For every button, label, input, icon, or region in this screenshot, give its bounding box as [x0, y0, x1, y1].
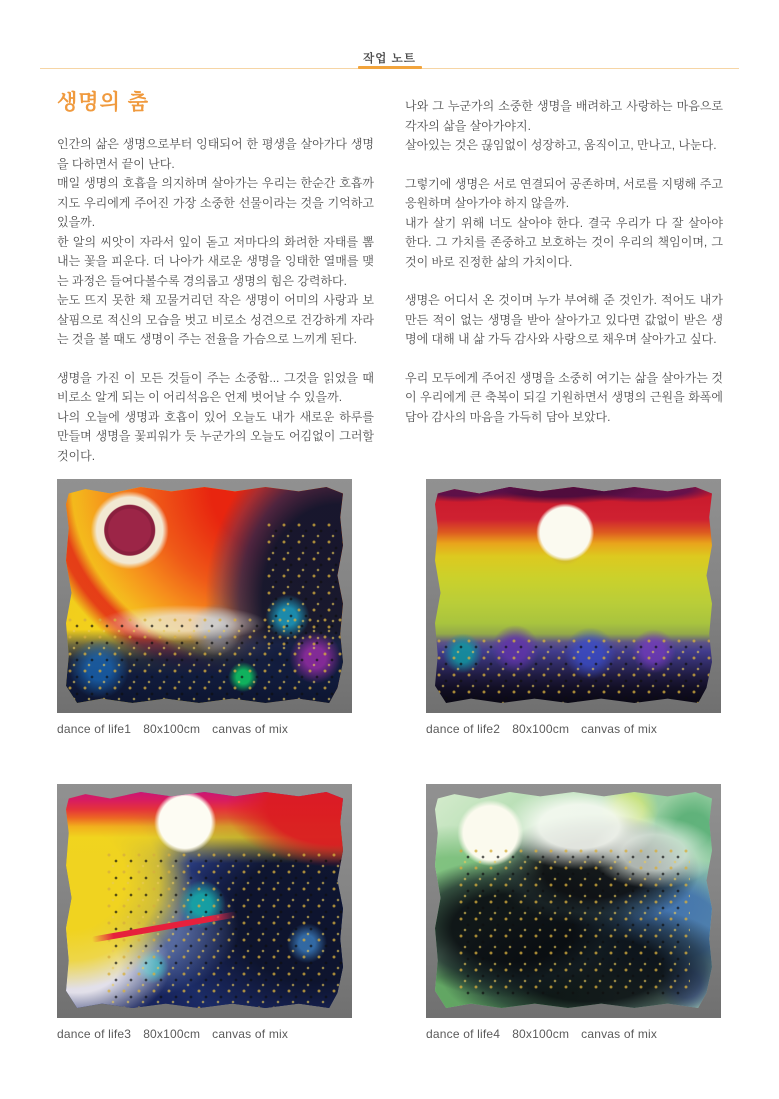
gold-speckle-texture — [457, 848, 690, 995]
artwork-caption — [57, 713, 352, 736]
paragraph: 나의 오늘에 생명과 호흡이 있어 오늘도 내가 새로운 하루를 만들며 생명을 꽃피워가 듯 누군가의 오늘도 어김없이 그러할 것이다. — [57, 409, 374, 463]
painting-canvas — [435, 487, 712, 703]
painting-dance-of-life-4 — [426, 784, 721, 1018]
artwork-size: 80x100cm — [143, 722, 201, 736]
painting-dance-of-life-3 — [57, 784, 352, 1018]
gold-speckle-texture — [265, 522, 343, 647]
essay-left-column — [57, 135, 374, 466]
paragraph: 그렇기에 생명은 서로 연결되어 공존하며, 서로를 지탱해 주고 응원하며 살아가야 하지 않을까. — [405, 176, 723, 210]
artwork-medium: canvas of mix — [581, 722, 658, 736]
artwork-title: dance of life1 — [57, 722, 132, 736]
header-rule-accent — [358, 66, 422, 69]
paragraph: 인간의 삶은 생명으로부터 잉태되어 한 평생을 살아가다 생명을 다하면서 끝이 난다. — [57, 137, 374, 171]
section-tab-label: 작업 노트 — [363, 53, 416, 65]
artwork-medium: canvas of mix — [212, 722, 289, 736]
paragraph: 눈도 뜨지 못한 채 꼬물거리던 작은 생명이 어미의 사랑과 보살핌으로 적신의 모습을 벗고 비로소 성견으로 건강하게 자라는 것을 볼 때도 생명이 주는 전율을 가슴으로 느끼게 된다. — [57, 293, 374, 346]
artwork-size: 80x100cm — [143, 1027, 201, 1041]
artwork-caption — [426, 713, 721, 736]
artwork-title: dance of life4 — [426, 1027, 501, 1041]
page-title: 생명의 춤 — [57, 91, 149, 114]
artwork-medium: canvas of mix — [212, 1027, 289, 1041]
paragraph: 살아있는 것은 끊임없이 성장하고, 움직이고, 만나고, 나눈다. — [405, 138, 717, 152]
painting-canvas — [435, 792, 712, 1008]
paragraph: 생명을 가진 이 모든 것들이 주는 소중함... 그것을 읽었을 때 비로소 알게 되는 이 어리석음은 언제 벗어날 수 있을까. — [57, 370, 374, 404]
gold-speckle-texture — [66, 617, 343, 703]
artwork-caption — [426, 1018, 721, 1041]
artwork-title: dance of life3 — [57, 1027, 132, 1041]
artwork-medium: canvas of mix — [581, 1027, 658, 1041]
artwork-title: dance of life2 — [426, 722, 501, 736]
paragraph: 생명은 어디서 온 것이며 누가 부여해 준 것인가. 적어도 내가 만든 적이 없는 생명을 받아 살아가고 있다면 값없이 받은 생명에 대해 내 삶 가득 감사와 사랑으로 채우며 살아가고 싶다. — [405, 293, 723, 346]
painting-dance-of-life-1 — [57, 479, 352, 713]
artwork-size: 80x100cm — [512, 722, 570, 736]
paragraph: 매일 생명의 호흡을 의지하며 살아가는 우리는 한순간 호흡까지도 우리에게 주어진 가장 소중한 선물이라는 것을 기억하고 있을까. — [57, 176, 374, 229]
painting-canvas — [66, 792, 343, 1008]
artwork-caption — [57, 1018, 352, 1041]
artwork-4 — [426, 784, 721, 1041]
artwork-size: 80x100cm — [512, 1027, 570, 1041]
artwork-3 — [57, 784, 352, 1041]
painting-dance-of-life-2 — [426, 479, 721, 713]
artwork-2 — [426, 479, 721, 736]
painting-canvas — [66, 487, 343, 703]
artwork-1 — [57, 479, 352, 736]
gold-speckle-texture — [435, 638, 712, 703]
paragraph: 한 알의 씨앗이 자라서 잎이 돋고 저마다의 화려한 자태를 뽐내는 꽃을 피운다. 더 나아가 새로운 생명을 잉태한 열매를 맺는 과정은 들여다볼수록 경의롭고 생명의 힘은 강력하다. — [57, 234, 374, 288]
paragraph: 우리 모두에게 주어진 생명을 소중히 여기는 삶을 살아가는 것이 우리에게 큰 축복이 되길 기원하면서 생명의 근원을 화폭에 담아 감사의 마음을 가득히 담아 보았다. — [405, 370, 723, 424]
essay-right-column — [405, 97, 723, 427]
paragraph: 나와 그 누군가의 소중한 생명을 배려하고 사랑하는 마음으로 각자의 삶을 살아가야지. — [405, 99, 723, 133]
red-streak — [92, 911, 238, 942]
paragraph: 내가 살기 위해 너도 살아야 한다. 결국 우리가 다 잘 살아야 한다. 그 가치를 존중하고 보호하는 것이 우리의 책임이며, 그것이 바로 진정한 삶의 가치이다. — [405, 215, 723, 269]
